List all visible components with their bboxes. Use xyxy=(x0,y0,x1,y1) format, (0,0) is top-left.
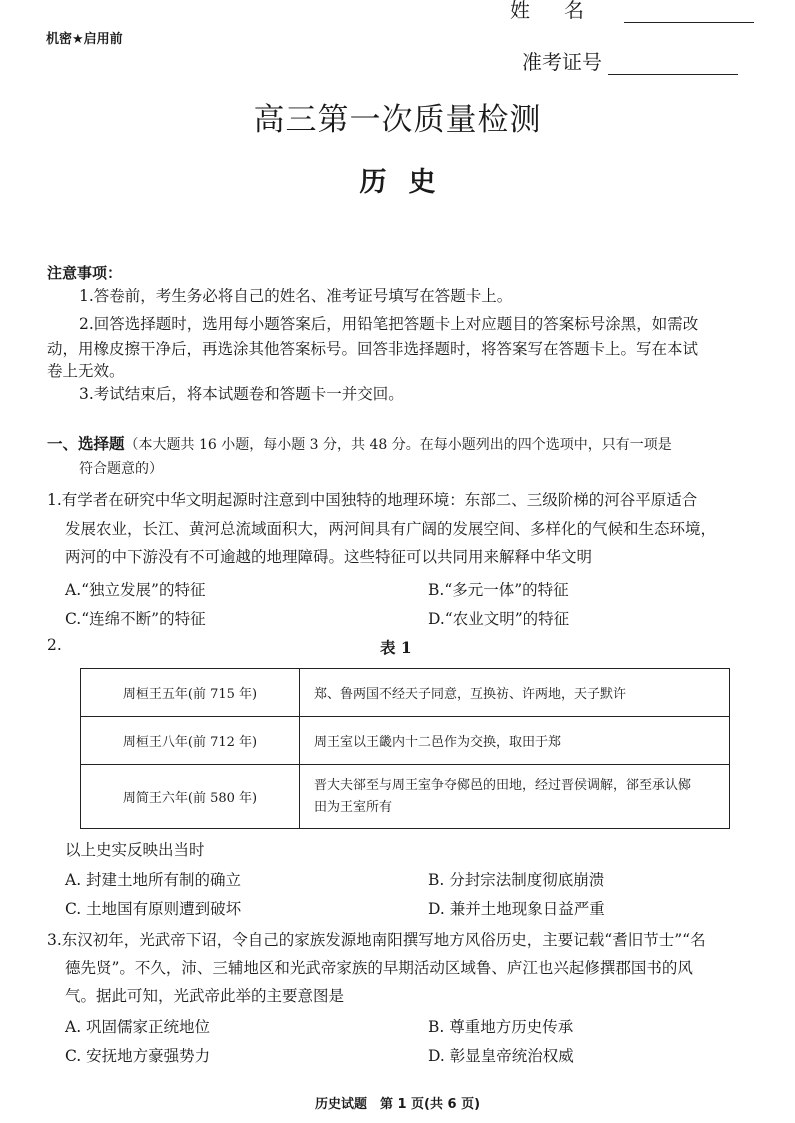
confidential-label: 机密★启用前 xyxy=(46,32,123,47)
exam-number-field xyxy=(522,46,738,75)
table-row xyxy=(81,717,730,765)
q2-stem: 以上史实反映出当时 xyxy=(65,841,205,859)
q1-option-b[interactable]: B.“多元一体”的特征 xyxy=(428,581,569,599)
q1-option-c[interactable]: C.“连绵不断”的特征 xyxy=(65,610,206,628)
q3-stem-line: 3.东汉初年，光武帝下诏，令自己的家族发源地南阳撰写地方风俗历史，主要记载“耆旧节士”“名 xyxy=(47,931,706,949)
q2-option-a[interactable]: A. 封建土地所有制的确立 xyxy=(65,871,242,889)
event-cell: 郑、鲁两国不经天子同意，互换祊、许两地，天子默许 xyxy=(300,669,730,717)
time-cell: 周简王六年(前 580 年) xyxy=(81,765,300,829)
q3-option-d[interactable]: D. 彰显皇帝统治权威 xyxy=(428,1047,574,1065)
q3-option-a[interactable]: A. 巩固儒家正统地位 xyxy=(65,1018,211,1036)
notice-item: 3.考试结束后，将本试题卷和答题卡一并交回。 xyxy=(79,385,404,403)
notice-item: 1.答卷前，考生务必将自己的姓名、准考证号填写在答题卡上。 xyxy=(79,287,513,305)
q1-stem-line: 1.有学者在研究中华文明起源时注意到中国独特的地理环境：东部二、三级阶梯的河谷平原适合 xyxy=(47,491,698,509)
name-blank[interactable] xyxy=(624,4,754,23)
event-cell xyxy=(300,765,730,829)
exam-number-label: 准考证号 xyxy=(522,50,602,74)
table-row xyxy=(81,765,730,829)
notice-heading: 注意事项： xyxy=(47,264,123,282)
q3-option-b[interactable]: B. 尊重地方历史传承 xyxy=(428,1018,574,1036)
q3-option-c[interactable]: C. 安抚地方豪强势力 xyxy=(65,1047,211,1065)
event-line: 田为王室所有 xyxy=(314,799,393,815)
history-table xyxy=(80,668,730,829)
time-cell: 周桓王五年(前 715 年) xyxy=(81,669,300,717)
table-caption: 表 1 xyxy=(380,638,412,657)
section-title: 一、选择题 xyxy=(47,434,125,453)
time-cell: 周桓王八年(前 712 年) xyxy=(81,717,300,765)
name-field xyxy=(510,0,754,23)
notice-item: 卷上无效。 xyxy=(47,362,125,380)
exam-number-blank[interactable] xyxy=(608,56,738,75)
q1-option-d[interactable]: D.“农业文明”的特征 xyxy=(428,610,570,628)
notice-item: 2.回答选择题时，选用每小题答案后，用铅笔把答题卡上对应题目的答案标号涂黑，如需改 xyxy=(79,315,699,333)
page-title: 高三第一次质量检测 xyxy=(253,102,542,138)
q2-number: 2. xyxy=(47,636,62,654)
subject-title: 历史 xyxy=(359,167,458,198)
section-heading xyxy=(47,432,672,454)
q1-option-a[interactable]: A.“独立发展”的特征 xyxy=(65,581,206,599)
q1-stem-line: 发展农业，长江、黄河总流域面积大，两河间具有广阔的发展空间、多样化的气候和生态环境， xyxy=(65,520,717,538)
page-footer: 历史试题 第 1 页(共 6 页) xyxy=(314,1097,481,1112)
q1-stem-line: 两河的中下游没有不可逾越的地理障碍。这些特征可以共同用来解释中华文明 xyxy=(65,548,593,566)
q2-option-c[interactable]: C. 土地国有原则遭到破坏 xyxy=(65,900,242,918)
section-desc-cont: 符合题意的） xyxy=(79,461,163,477)
q3-stem-line: 气。据此可知，光武帝此举的主要意图是 xyxy=(65,987,345,1005)
name-label: 姓名 xyxy=(510,0,618,22)
event-cell: 周王室以王畿内十二邑作为交换，取田于郑 xyxy=(300,717,730,765)
event-line: 晋大夫郤至与周王室争夺鄇邑的田地，经过晋侯调解，郤至承认鄇 xyxy=(314,777,692,793)
q3-stem-line: 德先贤”。不久，沛、三辅地区和光武帝家族的早期活动区域鲁、庐江也兴起修撰郡国书的风 xyxy=(65,959,693,977)
section-desc: （本大题共 16 小题，每小题 3 分，共 48 分。在每小题列出的四个选项中，只有一项是 xyxy=(124,437,672,453)
q2-option-b[interactable]: B. 分封宗法制度彻底崩溃 xyxy=(428,871,605,889)
q2-option-d[interactable]: D. 兼并土地现象日益严重 xyxy=(428,900,605,918)
table-row xyxy=(81,669,730,717)
notice-item: 动，用橡皮擦干净后，再选涂其他答案标号。回答非选择题时，将答案写在答题卡上。写在本试 xyxy=(47,340,699,358)
